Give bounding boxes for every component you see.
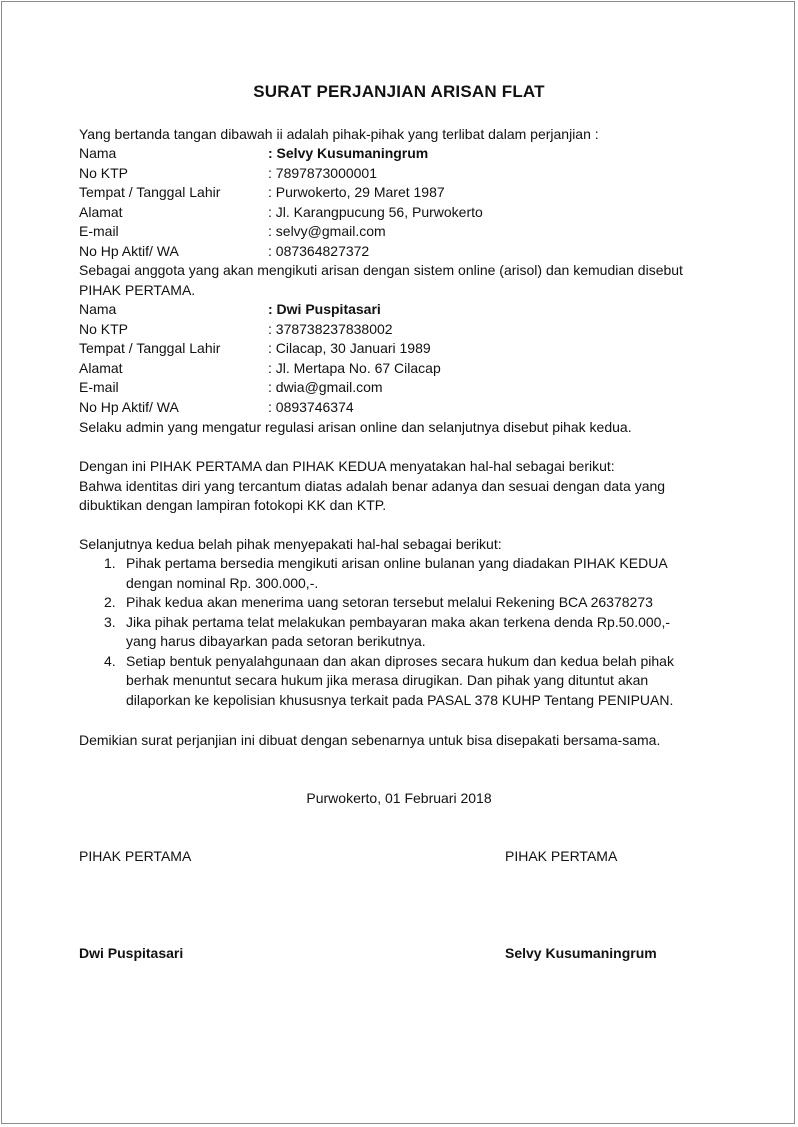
party2-note: Selaku admin yang mengatur regulasi arisan online dan selanjutnya disebut pihak kedua. xyxy=(79,419,632,435)
statement-line2: Bahwa identitas diri yang tercantum diatas adalah benar adanya dan sesuai dengan data yang xyxy=(79,477,666,494)
signature-right-role: PIHAK PERTAMA xyxy=(505,848,618,864)
party1-value-nama: : Selvy Kusumaningrum xyxy=(268,145,429,161)
party2-label-email: E-mail xyxy=(79,379,119,395)
party2-label-ktp: No KTP xyxy=(79,320,129,337)
place-date: Purwokerto, 01 Februari 2018 xyxy=(306,790,492,806)
party2-label-hp: No Hp Aktif/ WA xyxy=(79,398,179,415)
party1-note-line2: PIHAK PERTAMA. xyxy=(79,281,196,298)
agreement-line: Pihak pertama bersedia mengikuti arisan online bulanan yang diadakan PIHAK KEDUA xyxy=(126,555,668,571)
party1-value-ttl: : Purwokerto, 29 Maret 1987 xyxy=(268,184,445,200)
party2-label-alamat: Alamat xyxy=(79,359,123,376)
agreement-number: 4. xyxy=(104,652,116,669)
party2-value-nama: : Dwi Puspitasari xyxy=(268,301,381,317)
party1-label-nama: Nama xyxy=(79,145,117,161)
agreement-item-2 xyxy=(79,593,719,613)
signature-left-role: PIHAK PERTAMA xyxy=(79,848,192,864)
agreement-line: berhak menuntut secara hukum jika merasa dirugikan. Dan pihak yang dituntut akan xyxy=(126,672,649,688)
statement-line3: dibuktikan dengan lampiran fotokopi KK dan KTP. xyxy=(79,497,387,513)
signature-right-name: Selvy Kusumaningrum xyxy=(505,945,657,961)
party2-value-alamat: : Jl. Mertapa No. 67 Cilacap xyxy=(268,359,441,376)
agreement-line: dengan nominal Rp. 300.000,-. xyxy=(126,574,319,591)
agreement-intro: Selanjutnya kedua belah pihak menyepakati hal-hal sebagai berikut: xyxy=(79,536,502,552)
signature-left-name: Dwi Puspitasari xyxy=(79,945,184,961)
statement-line1: Dengan ini PIHAK PERTAMA dan PIHAK KEDUA menyatakan hal-hal sebagai berikut: xyxy=(79,458,615,474)
agreement-number: 1. xyxy=(104,555,116,571)
party2-value-ttl: : Cilacap, 30 Januari 1989 xyxy=(268,340,431,356)
party1-value-ktp: : 7897873000001 xyxy=(268,164,377,181)
agreement-item-4 xyxy=(79,652,719,711)
agreement-line: dilaporkan ke kepolisian khususnya terkait pada PASAL 378 KUHP Tentang PENIPUAN. xyxy=(126,691,674,708)
agreement-line: Setiap bentuk penyalahgunaan dan akan diproses secara hukum dan kedua belah pihak xyxy=(126,652,674,669)
party2-label-ttl: Tempat / Tanggal Lahir xyxy=(79,340,221,356)
party1-note-line1: Sebagai anggota yang akan mengikuti arisan dengan sistem online (arisol) dan kemudian disebut xyxy=(79,262,683,278)
party2-label-nama: Nama xyxy=(79,301,117,317)
closing-text: Demikian surat perjanjian ini dibuat dengan sebenarnya untuk bisa disepakati bersama-sama. xyxy=(79,732,661,748)
intro-text: Yang bertanda tangan dibawah ii adalah pihak-pihak yang terlibat dalam perjanjian : xyxy=(79,126,599,142)
agreement-number: 3. xyxy=(104,613,116,630)
agreement-item-1 xyxy=(79,554,719,593)
party1-label-alamat: Alamat xyxy=(79,203,123,220)
party1-label-email: E-mail xyxy=(79,223,119,239)
agreement-line: Pihak kedua akan menerima uang setoran tersebut melalui Rekening BCA 26378273 xyxy=(126,594,653,610)
agreement-line: yang harus dibayarkan pada setoran berikutnya. xyxy=(126,633,426,649)
party1-label-ktp: No KTP xyxy=(79,164,129,181)
party2-value-email: : dwia@gmail.com xyxy=(268,379,383,395)
party1-value-alamat: : Jl. Karangpucung 56, Purwokerto xyxy=(268,203,483,220)
party2-value-hp: : 0893746374 xyxy=(268,398,354,415)
agreement-list xyxy=(79,554,719,710)
party1-label-hp: No Hp Aktif/ WA xyxy=(79,242,179,259)
party2-value-ktp: : 378738237838002 xyxy=(268,320,393,337)
party1-value-hp: : 087364827372 xyxy=(268,242,370,259)
agreement-number: 2. xyxy=(104,594,116,610)
party1-value-email: : selvy@gmail.com xyxy=(268,223,386,239)
agreement-item-3 xyxy=(79,613,719,652)
agreement-line: Jika pihak pertama telat melakukan pembayaran maka akan terkena denda Rp.50.000,- xyxy=(126,613,670,630)
document-title: SURAT PERJANJIAN ARISAN FLAT xyxy=(253,82,545,101)
party1-label-ttl: Tempat / Tanggal Lahir xyxy=(79,184,221,200)
